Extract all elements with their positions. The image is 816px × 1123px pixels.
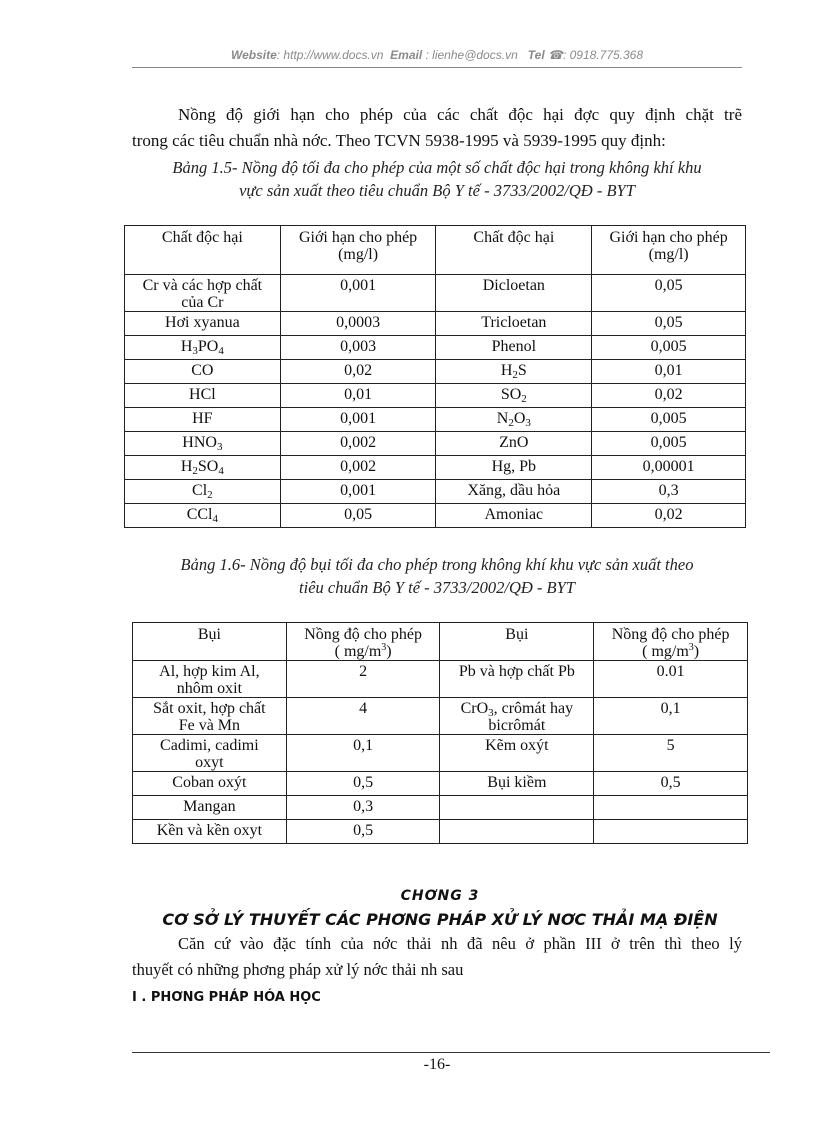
table-cell: $H_2SO_4$ [125, 456, 281, 480]
table-cell: Bụi kiềm [440, 772, 594, 796]
table-cell: 0,003 [280, 336, 436, 360]
email-value: : lienhe@docs.vn [422, 48, 518, 62]
table-cell: Dicloetan [436, 275, 592, 312]
table-cell: Coban oxýt [133, 772, 287, 796]
chapter-title: CƠ SỞ LÝ THUYẾT CÁC PHƠNG PHÁP XỬ LÝ NƠC THẢI MẠ ĐIỆN [162, 910, 718, 929]
footer-divider [132, 1052, 770, 1053]
table-cell: 0,1 [594, 698, 748, 735]
website-value: : http://www.docs.vn [276, 48, 384, 62]
table-cell: $HNO_3$ [125, 432, 281, 456]
table-cell: $SO_2$ [436, 384, 592, 408]
table-row [125, 504, 746, 528]
table-cell: CrO$_3$, crômát hay bicrômát [440, 698, 594, 735]
page-header [132, 48, 742, 62]
table-cell: 0,01 [280, 384, 436, 408]
toxic-limits-table [124, 225, 746, 528]
table-cell [440, 820, 594, 844]
table-cell: 0,002 [280, 456, 436, 480]
table-cell: 0,00001 [592, 456, 746, 480]
table-row [125, 432, 746, 456]
table-cell: 0,5 [286, 820, 440, 844]
table-cell: 0,05 [280, 504, 436, 528]
table-cell: Xăng, dầu hỏa [436, 480, 592, 504]
table-row [125, 384, 746, 408]
table-row [125, 408, 746, 432]
header-cell: Bụi [133, 623, 287, 661]
email-label: Email [390, 48, 423, 62]
table-cell: Phenol [436, 336, 592, 360]
table-cell: Kền và kền oxyt [133, 820, 287, 844]
section-heading: I . PHƠNG PHÁP HÓA HỌC [132, 990, 321, 1005]
table-cell: 0,01 [592, 360, 746, 384]
table-cell: 0,1 [286, 735, 440, 772]
table-cell: 0,002 [280, 432, 436, 456]
body-line-2: thuyết có những phơng pháp xử lý nớc thải nh sau [132, 960, 464, 979]
table-row [133, 698, 748, 735]
table-cell: $H_3PO_4$ [125, 336, 281, 360]
table-cell: CO [125, 360, 281, 384]
table-row [125, 456, 746, 480]
header-cell: Nồng độ cho phép ( $mg/m^3$) [594, 623, 748, 661]
table1-caption-line-1: Bảng 1.5- Nồng độ tối đa cho phép của một số chất độc hại trong không khí khu [172, 158, 702, 177]
table-cell: 0,3 [592, 480, 746, 504]
page-number: -16- [423, 1056, 451, 1073]
table2-caption [132, 553, 742, 599]
table-cell: 0,001 [280, 408, 436, 432]
table-cell [594, 796, 748, 820]
table-cell: CCl$_4$ [125, 504, 281, 528]
table-cell: HCl [125, 384, 281, 408]
table-cell: $H_2S$ [436, 360, 592, 384]
header-cell: Bụi [440, 623, 594, 661]
table-row [133, 772, 748, 796]
table-row [125, 312, 746, 336]
header-cell: Nồng độ cho phép ( $mg/m^3$) [286, 623, 440, 661]
table-cell: Amoniac [436, 504, 592, 528]
table-cell: 0,02 [592, 504, 746, 528]
table-row [125, 275, 746, 312]
tel-value: ☎: 0918.775.368 [544, 48, 644, 62]
table-cell: 0,005 [592, 408, 746, 432]
table-row [125, 360, 746, 384]
table-cell: Mangan [133, 796, 287, 820]
table-cell: 0,005 [592, 432, 746, 456]
table2-caption-line-2: tiêu chuẩn Bộ Y tế - 3733/2002/QĐ - BYT [299, 578, 575, 597]
table-cell: Hơi xyanua [125, 312, 281, 336]
table-cell: $Cl_2$ [125, 480, 281, 504]
table-header-row [125, 226, 746, 275]
table-cell: ZnO [436, 432, 592, 456]
table-cell: Pb và hợp chất Pb [440, 661, 594, 698]
header-cell: Giới hạn cho phép (mg/l) [592, 226, 746, 275]
table-row [133, 661, 748, 698]
table-cell: 0,0003 [280, 312, 436, 336]
table-cell: 0.01 [594, 661, 748, 698]
table1-caption-line-2: vực sản xuất theo tiêu chuẩn Bộ Y tế - 3733/2002/QĐ - BYT [239, 181, 635, 200]
table-row [133, 735, 748, 772]
table1-caption [132, 156, 742, 202]
table-cell: Sắt oxit, hợp chất Fe và Mn [133, 698, 287, 735]
table-cell: Tricloetan [436, 312, 592, 336]
table-cell: 0,3 [286, 796, 440, 820]
table-cell: 0,05 [592, 312, 746, 336]
table-header-row [133, 623, 748, 661]
table-cell: 5 [594, 735, 748, 772]
header-cell: Chất độc hại [125, 226, 281, 275]
table-cell: 0,5 [594, 772, 748, 796]
table-cell: 4 [286, 698, 440, 735]
table-cell: 0,02 [592, 384, 746, 408]
website-label: Website [230, 48, 277, 62]
dust-limits-table [132, 622, 748, 844]
table-row [133, 820, 748, 844]
table-cell: Cadimi, cadimi oxyt [133, 735, 287, 772]
table-cell: Cr và các hợp chất của Cr [125, 275, 281, 312]
table-cell: 0,02 [280, 360, 436, 384]
intro-line-2: trong các tiêu chuẩn nhà nớc. Theo TCVN 5938-1995 và 5939-1995 quy định: [132, 131, 666, 150]
table-row [133, 796, 748, 820]
table-cell: Al, hợp kim Al, nhôm oxit [133, 661, 287, 698]
table-cell: $N_2O_3$ [436, 408, 592, 432]
body-line-1: Căn cứ vào đặc tính của nớc thải nh đã nêu ở phần III ở trên thì theo lý [178, 934, 742, 953]
header-cell: Giới hạn cho phép (mg/l) [280, 226, 436, 275]
table-cell: 0,001 [280, 480, 436, 504]
table-cell: Kẽm oxýt [440, 735, 594, 772]
table-cell: 0,001 [280, 275, 436, 312]
body-paragraph [132, 931, 742, 983]
intro-line-1: Nồng độ giới hạn cho phép của các chất độc hại đợc quy định chặt trẽ [178, 105, 742, 124]
table-row [125, 336, 746, 360]
table-cell: HF [125, 408, 281, 432]
intro-paragraph [132, 102, 742, 154]
table2-caption-line-1: Bảng 1.6- Nồng độ bụi tối đa cho phép trong không khí khu vực sản xuất theo [180, 555, 694, 574]
table-cell: 0,05 [592, 275, 746, 312]
table-cell: Hg, Pb [436, 456, 592, 480]
table-cell: 0,005 [592, 336, 746, 360]
table-row [125, 480, 746, 504]
header-divider [132, 67, 742, 68]
chapter-label: CHƠNG 3 [400, 888, 480, 904]
tel-label: Tel [527, 48, 545, 62]
table-cell: 0,5 [286, 772, 440, 796]
table-cell [594, 820, 748, 844]
header-cell: Chất độc hại [436, 226, 592, 275]
table-cell [440, 796, 594, 820]
table-cell: 2 [286, 661, 440, 698]
